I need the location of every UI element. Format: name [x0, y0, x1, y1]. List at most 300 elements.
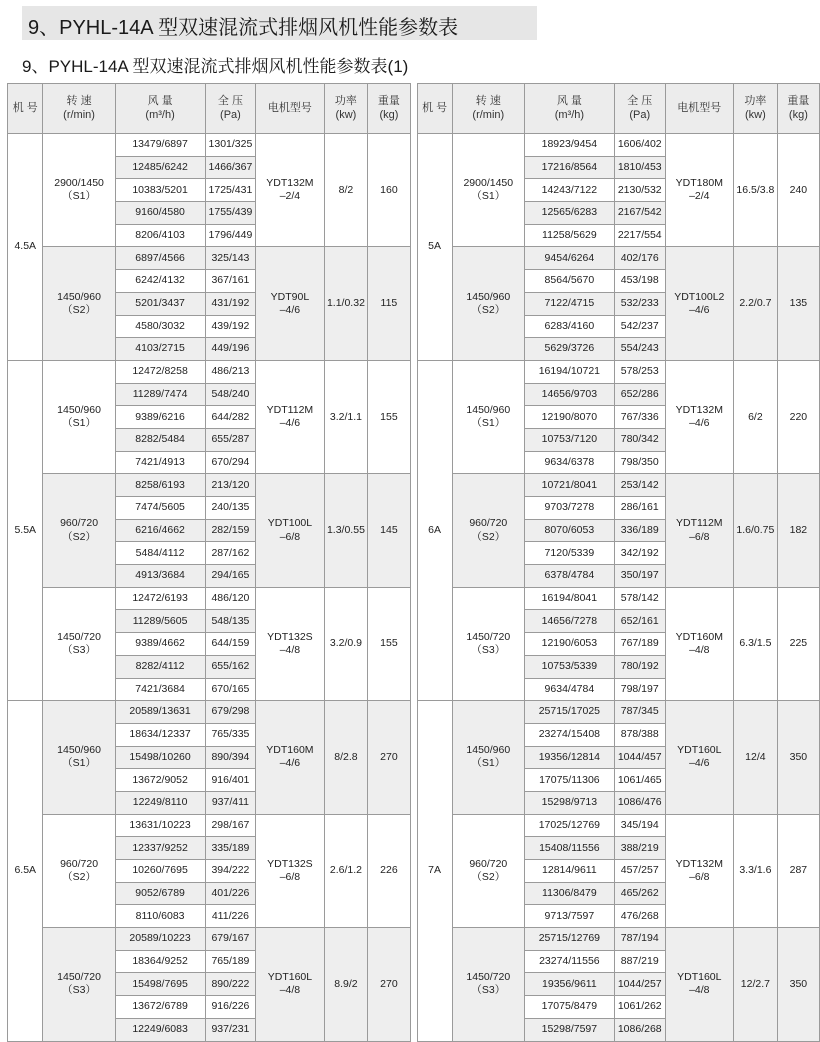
- flow-cell: 15298/7597: [524, 1018, 614, 1041]
- flow-cell: 12249/8110: [115, 791, 205, 814]
- power-header-label: 功率: [325, 95, 368, 109]
- table-row: [8, 474, 411, 497]
- model-cell: 4.5A: [8, 134, 43, 361]
- weight-header-label: 重量: [368, 95, 409, 109]
- pressure-cell: 350/197: [614, 565, 665, 588]
- model-header-label: 机 号: [418, 102, 452, 116]
- speed-header-label: 转 速: [453, 95, 524, 109]
- flow-cell: 7474/5605: [115, 497, 205, 520]
- flow-cell: 16194/8041: [524, 587, 614, 610]
- pressure-cell: 890/394: [205, 746, 256, 769]
- pressure-cell: 457/257: [614, 860, 665, 883]
- flow-cell: 25715/17025: [524, 701, 614, 724]
- motor-cell: [665, 701, 733, 814]
- table-row: [417, 587, 820, 610]
- power-cell: 1.6/0.75: [733, 474, 777, 587]
- speed-value: 960/720: [43, 517, 114, 530]
- right-performance-table: [417, 83, 820, 1042]
- table-row: [8, 134, 411, 157]
- pressure-header-unit: (Pa): [615, 109, 665, 123]
- pressure-cell: 253/142: [614, 474, 665, 497]
- pressure-cell: 2130/532: [614, 179, 665, 202]
- motor-line: –4/6: [256, 757, 323, 770]
- motor-cell: [665, 814, 733, 927]
- flow-cell: 9634/4784: [524, 678, 614, 701]
- flow-cell: 14243/7122: [524, 179, 614, 202]
- weight-cell: 270: [368, 701, 410, 814]
- flow-cell: 9634/6378: [524, 451, 614, 474]
- pressure-cell: 2217/554: [614, 224, 665, 247]
- pressure-cell: 578/253: [614, 360, 665, 383]
- power-cell: 3.3/1.6: [733, 814, 777, 927]
- pressure-cell: 1061/262: [614, 996, 665, 1019]
- model-cell: 6.5A: [8, 701, 43, 1041]
- motor-cell: [665, 587, 733, 700]
- power-cell: 16.5/3.8: [733, 134, 777, 247]
- pressure-header-label: 全 压: [206, 95, 256, 109]
- motor-line: –2/4: [666, 190, 733, 203]
- speed-header-label: 转 速: [43, 95, 114, 109]
- power-cell: 12/2.7: [733, 928, 777, 1041]
- motor-header: [256, 84, 324, 134]
- flow-cell: 12337/9252: [115, 837, 205, 860]
- power-cell: 8/2: [324, 134, 368, 247]
- motor-cell: [665, 134, 733, 247]
- flow-cell: 23274/15408: [524, 723, 614, 746]
- table-row: [8, 701, 411, 724]
- weight-cell: 160: [368, 134, 410, 247]
- flow-cell: 6216/4662: [115, 519, 205, 542]
- pressure-cell: 765/189: [205, 950, 256, 973]
- flow-cell: 12485/6242: [115, 156, 205, 179]
- motor-line: YDT132M: [666, 404, 733, 417]
- speed-cell: [43, 928, 115, 1041]
- pressure-cell: 655/287: [205, 428, 256, 451]
- power-cell: 6/2: [733, 360, 777, 473]
- flow-cell: 15498/10260: [115, 746, 205, 769]
- motor-cell: [256, 587, 324, 700]
- speed-value: 1450/720: [43, 971, 114, 984]
- stage-value: （S3）: [453, 984, 524, 997]
- motor-line: –4/6: [666, 417, 733, 430]
- pressure-cell: 548/135: [205, 610, 256, 633]
- flow-cell: 16194/10721: [524, 360, 614, 383]
- motor-line: –4/6: [256, 304, 323, 317]
- pressure-cell: 644/282: [205, 406, 256, 429]
- flow-cell: 9713/7597: [524, 905, 614, 928]
- model-header: [417, 84, 452, 134]
- flow-cell: 13672/6789: [115, 996, 205, 1019]
- pressure-cell: 916/226: [205, 996, 256, 1019]
- flow-cell: 20589/13631: [115, 701, 205, 724]
- pressure-cell: 453/198: [614, 270, 665, 293]
- flow-cell: 18364/9252: [115, 950, 205, 973]
- flow-cell: 25715/12769: [524, 928, 614, 951]
- motor-line: –6/8: [666, 871, 733, 884]
- table-row: [417, 134, 820, 157]
- flow-cell: 17025/12769: [524, 814, 614, 837]
- speed-value: 1450/960: [453, 404, 524, 417]
- speed-value: 1450/720: [43, 631, 114, 644]
- weight-header: [368, 84, 410, 134]
- motor-line: YDT132S: [256, 858, 323, 871]
- speed-value: 960/720: [43, 858, 114, 871]
- motor-line: YDT132S: [256, 631, 323, 644]
- pressure-cell: 286/161: [614, 497, 665, 520]
- pressure-cell: 679/167: [205, 928, 256, 951]
- table-row: [8, 587, 411, 610]
- table-row: [8, 360, 411, 383]
- pressure-header-label: 全 压: [615, 95, 665, 109]
- pressure-cell: 1755/439: [205, 202, 256, 225]
- flow-cell: 12814/9611: [524, 860, 614, 883]
- stage-value: （S1）: [43, 417, 114, 430]
- flow-cell: 14656/9703: [524, 383, 614, 406]
- speed-value: 1450/720: [453, 971, 524, 984]
- flow-cell: 7421/4913: [115, 451, 205, 474]
- model-header: [8, 84, 43, 134]
- pressure-cell: 388/219: [614, 837, 665, 860]
- flow-cell: 18634/12337: [115, 723, 205, 746]
- flow-cell: 15298/9713: [524, 791, 614, 814]
- pressure-cell: 294/165: [205, 565, 256, 588]
- pressure-cell: 287/162: [205, 542, 256, 565]
- pressure-cell: 1086/476: [614, 791, 665, 814]
- motor-line: –4/6: [256, 417, 323, 430]
- tables-container: [7, 83, 820, 1042]
- speed-cell: [43, 134, 115, 247]
- left-performance-table: [7, 83, 411, 1042]
- motor-line: YDT112M: [256, 404, 323, 417]
- pressure-cell: 465/262: [614, 882, 665, 905]
- speed-cell: [43, 360, 115, 473]
- pressure-cell: 367/161: [205, 270, 256, 293]
- model-cell: 6A: [417, 360, 452, 700]
- pressure-cell: 336/189: [614, 519, 665, 542]
- flow-cell: 4103/2715: [115, 338, 205, 361]
- speed-cell: [43, 701, 115, 814]
- pressure-cell: 1061/465: [614, 769, 665, 792]
- speed-header: [43, 84, 115, 134]
- pressure-cell: 2167/542: [614, 202, 665, 225]
- pressure-cell: 798/350: [614, 451, 665, 474]
- pressure-header: [205, 84, 256, 134]
- weight-cell: 240: [777, 134, 819, 247]
- motor-line: YDT100L: [256, 517, 323, 530]
- flow-cell: 13672/9052: [115, 769, 205, 792]
- table-row: [417, 360, 820, 383]
- flow-cell: 17216/8564: [524, 156, 614, 179]
- pressure-cell: 916/401: [205, 769, 256, 792]
- flow-cell: 8282/5484: [115, 428, 205, 451]
- pressure-cell: 1044/457: [614, 746, 665, 769]
- motor-line: –6/8: [256, 871, 323, 884]
- pressure-cell: 1606/402: [614, 134, 665, 157]
- flow-cell: 10260/7695: [115, 860, 205, 883]
- motor-line: –6/8: [666, 531, 733, 544]
- motor-cell: [256, 814, 324, 927]
- model-cell: 5.5A: [8, 360, 43, 700]
- stage-value: （S1）: [43, 190, 114, 203]
- weight-cell: 220: [777, 360, 819, 473]
- pressure-cell: 394/222: [205, 860, 256, 883]
- flow-cell: 4580/3032: [115, 315, 205, 338]
- flow-cell: 9160/4580: [115, 202, 205, 225]
- flow-cell: 15498/7695: [115, 973, 205, 996]
- motor-line: –4/8: [666, 984, 733, 997]
- pressure-cell: 670/294: [205, 451, 256, 474]
- flow-cell: 9703/7278: [524, 497, 614, 520]
- power-header: [324, 84, 368, 134]
- pressure-cell: 767/189: [614, 633, 665, 656]
- weight-header: [777, 84, 819, 134]
- flow-cell: 23274/11556: [524, 950, 614, 973]
- speed-value: 2900/1450: [453, 177, 524, 190]
- flow-cell: 8110/6083: [115, 905, 205, 928]
- flow-cell: 8206/4103: [115, 224, 205, 247]
- speed-value: 960/720: [453, 858, 524, 871]
- flow-cell: 9052/6789: [115, 882, 205, 905]
- pressure-cell: 780/342: [614, 428, 665, 451]
- motor-cell: [256, 360, 324, 473]
- flow-cell: 10753/7120: [524, 428, 614, 451]
- pressure-cell: 402/176: [614, 247, 665, 270]
- weight-cell: 350: [777, 928, 819, 1041]
- speed-cell: [452, 587, 524, 700]
- pressure-cell: 652/286: [614, 383, 665, 406]
- speed-value: 1450/960: [43, 744, 114, 757]
- table-subtitle: 9、PYHL-14A 型双速混流式排烟风机性能参数表(1): [22, 52, 408, 77]
- pressure-cell: 1086/268: [614, 1018, 665, 1041]
- flow-cell: 5201/3437: [115, 292, 205, 315]
- speed-cell: [452, 360, 524, 473]
- speed-value: 1450/960: [43, 291, 114, 304]
- flow-cell: 15408/11556: [524, 837, 614, 860]
- stage-value: （S3）: [43, 984, 114, 997]
- motor-header-label: 电机型号: [256, 102, 323, 116]
- weight-cell: 225: [777, 587, 819, 700]
- pressure-cell: 548/240: [205, 383, 256, 406]
- motor-line: –4/8: [256, 644, 323, 657]
- speed-header-unit: (r/min): [43, 109, 114, 123]
- stage-value: （S2）: [453, 871, 524, 884]
- stage-value: （S2）: [43, 531, 114, 544]
- stage-value: （S1）: [453, 417, 524, 430]
- motor-line: YDT160M: [256, 744, 323, 757]
- flow-cell: 11289/5605: [115, 610, 205, 633]
- flow-header: [115, 84, 205, 134]
- weight-cell: 155: [368, 360, 410, 473]
- pressure-cell: 298/167: [205, 814, 256, 837]
- flow-cell: 10753/5339: [524, 655, 614, 678]
- pressure-cell: 670/165: [205, 678, 256, 701]
- power-cell: 3.2/1.1: [324, 360, 368, 473]
- flow-cell: 5484/4112: [115, 542, 205, 565]
- pressure-cell: 887/219: [614, 950, 665, 973]
- motor-cell: [256, 247, 324, 360]
- flow-cell: 7120/5339: [524, 542, 614, 565]
- pressure-cell: 213/120: [205, 474, 256, 497]
- flow-cell: 6242/4132: [115, 270, 205, 293]
- power-header-unit: (kw): [734, 109, 777, 123]
- speed-cell: [452, 701, 524, 814]
- speed-header-unit: (r/min): [453, 109, 524, 123]
- weight-header-unit: (kg): [368, 109, 409, 123]
- pressure-cell: 780/192: [614, 655, 665, 678]
- title-banner: [22, 6, 537, 40]
- pressure-cell: 1810/453: [614, 156, 665, 179]
- flow-cell: 17075/8479: [524, 996, 614, 1019]
- weight-cell: 226: [368, 814, 410, 927]
- flow-cell: 19356/12814: [524, 746, 614, 769]
- power-cell: 2.6/1.2: [324, 814, 368, 927]
- weight-header-unit: (kg): [778, 109, 819, 123]
- motor-cell: [256, 928, 324, 1041]
- pressure-cell: 1466/367: [205, 156, 256, 179]
- speed-cell: [452, 474, 524, 587]
- pressure-header-unit: (Pa): [206, 109, 256, 123]
- speed-cell: [43, 247, 115, 360]
- flow-cell: 13479/6897: [115, 134, 205, 157]
- flow-header-unit: (m³/h): [525, 109, 614, 123]
- pressure-cell: 652/161: [614, 610, 665, 633]
- pressure-cell: 1044/257: [614, 973, 665, 996]
- flow-cell: 19356/9611: [524, 973, 614, 996]
- flow-cell: 8070/6053: [524, 519, 614, 542]
- speed-cell: [452, 928, 524, 1041]
- motor-cell: [665, 360, 733, 473]
- model-cell: 5A: [417, 134, 452, 361]
- pressure-cell: 937/231: [205, 1018, 256, 1041]
- motor-line: YDT112M: [666, 517, 733, 530]
- speed-header: [452, 84, 524, 134]
- pressure-cell: 342/192: [614, 542, 665, 565]
- table-row: [417, 814, 820, 837]
- speed-cell: [43, 474, 115, 587]
- motor-line: YDT160M: [666, 631, 733, 644]
- power-header-unit: (kw): [325, 109, 368, 123]
- flow-cell: 17075/11306: [524, 769, 614, 792]
- pressure-cell: 1796/449: [205, 224, 256, 247]
- weight-cell: 115: [368, 247, 410, 360]
- flow-cell: 8282/4112: [115, 655, 205, 678]
- motor-cell: [665, 474, 733, 587]
- pressure-cell: 486/120: [205, 587, 256, 610]
- model-header-label: 机 号: [8, 102, 42, 116]
- flow-cell: 12472/6193: [115, 587, 205, 610]
- pressure-cell: 476/268: [614, 905, 665, 928]
- motor-line: –4/6: [666, 304, 733, 317]
- pressure-cell: 937/411: [205, 791, 256, 814]
- flow-cell: 10721/8041: [524, 474, 614, 497]
- table-row: [8, 928, 411, 951]
- pressure-cell: 325/143: [205, 247, 256, 270]
- weight-cell: 182: [777, 474, 819, 587]
- motor-line: –4/6: [666, 757, 733, 770]
- pressure-cell: 486/213: [205, 360, 256, 383]
- flow-header-label: 风 量: [525, 95, 614, 109]
- table-row: [417, 247, 820, 270]
- flow-cell: 12249/6083: [115, 1018, 205, 1041]
- pressure-cell: 644/159: [205, 633, 256, 656]
- flow-cell: 20589/10223: [115, 928, 205, 951]
- weight-cell: 145: [368, 474, 410, 587]
- flow-cell: 4913/3684: [115, 565, 205, 588]
- pressure-cell: 878/388: [614, 723, 665, 746]
- pressure-cell: 765/335: [205, 723, 256, 746]
- weight-cell: 135: [777, 247, 819, 360]
- flow-cell: 8258/6193: [115, 474, 205, 497]
- pressure-cell: 411/226: [205, 905, 256, 928]
- weight-cell: 287: [777, 814, 819, 927]
- header-row: [8, 84, 411, 134]
- pressure-cell: 679/298: [205, 701, 256, 724]
- pressure-cell: 532/233: [614, 292, 665, 315]
- motor-line: YDT90L: [256, 291, 323, 304]
- flow-cell: 6378/4784: [524, 565, 614, 588]
- flow-cell: 6283/4160: [524, 315, 614, 338]
- stage-value: （S1）: [453, 190, 524, 203]
- weight-cell: 350: [777, 701, 819, 814]
- flow-header-label: 风 量: [116, 95, 205, 109]
- speed-value: 1450/960: [453, 744, 524, 757]
- stage-value: （S2）: [453, 304, 524, 317]
- weight-header-label: 重量: [778, 95, 819, 109]
- motor-line: –4/8: [666, 644, 733, 657]
- flow-cell: 11306/8479: [524, 882, 614, 905]
- flow-cell: 6897/4566: [115, 247, 205, 270]
- speed-value: 960/720: [453, 517, 524, 530]
- power-cell: 1.1/0.32: [324, 247, 368, 360]
- speed-cell: [452, 814, 524, 927]
- flow-cell: 7421/3684: [115, 678, 205, 701]
- motor-line: –6/8: [256, 531, 323, 544]
- stage-value: （S3）: [453, 644, 524, 657]
- pressure-cell: 335/189: [205, 837, 256, 860]
- speed-cell: [452, 134, 524, 247]
- stage-value: （S3）: [43, 644, 114, 657]
- stage-value: （S2）: [453, 531, 524, 544]
- motor-header: [665, 84, 733, 134]
- speed-cell: [452, 247, 524, 360]
- stage-value: （S1）: [453, 757, 524, 770]
- motor-line: YDT180M: [666, 177, 733, 190]
- pressure-cell: 431/192: [205, 292, 256, 315]
- weight-cell: 155: [368, 587, 410, 700]
- motor-line: YDT160L: [666, 744, 733, 757]
- pressure-cell: 345/194: [614, 814, 665, 837]
- table-row: [417, 701, 820, 724]
- motor-line: YDT132M: [666, 858, 733, 871]
- power-cell: 3.2/0.9: [324, 587, 368, 700]
- power-header-label: 功率: [734, 95, 777, 109]
- pressure-cell: 787/345: [614, 701, 665, 724]
- power-header: [733, 84, 777, 134]
- header-row: [417, 84, 820, 134]
- speed-value: 2900/1450: [43, 177, 114, 190]
- flow-cell: 7122/4715: [524, 292, 614, 315]
- flow-cell: 18923/9454: [524, 134, 614, 157]
- power-cell: 12/4: [733, 701, 777, 814]
- pressure-cell: 449/196: [205, 338, 256, 361]
- power-cell: 1.3/0.55: [324, 474, 368, 587]
- flow-cell: 12190/8070: [524, 406, 614, 429]
- motor-line: –4/8: [256, 984, 323, 997]
- speed-value: 1450/720: [453, 631, 524, 644]
- pressure-cell: 282/159: [205, 519, 256, 542]
- table-row: [8, 814, 411, 837]
- pressure-cell: 554/243: [614, 338, 665, 361]
